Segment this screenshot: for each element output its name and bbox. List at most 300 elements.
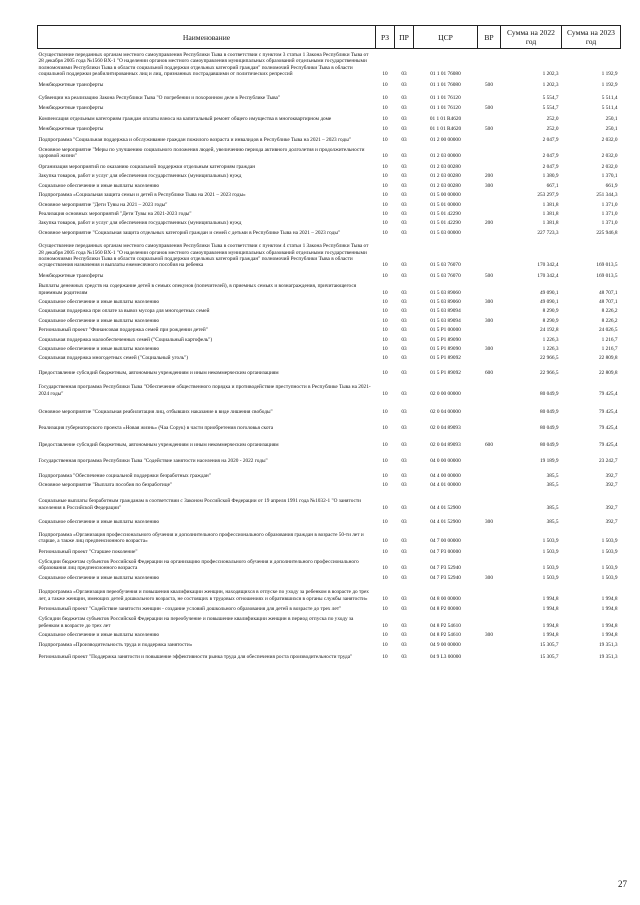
table-row bbox=[38, 639, 621, 648]
cell-s2023: 22 809,8 bbox=[598, 355, 618, 362]
table-row bbox=[38, 432, 621, 448]
cell-s2023: 250,1 bbox=[605, 126, 618, 133]
cell-rz: 10 bbox=[382, 220, 388, 227]
cell-s2022: 385,5 bbox=[546, 472, 559, 479]
cell-vr: 500 bbox=[485, 272, 493, 279]
cell-csr: 01 1 01 76120 bbox=[430, 105, 461, 112]
cell-vr bbox=[478, 189, 501, 198]
cell-pr: 03 bbox=[401, 115, 407, 122]
cell-csr: 01 5 P1 89092 bbox=[430, 369, 461, 376]
cell-vr bbox=[478, 479, 501, 488]
cell-name: Социальное обеспечение и иные выплаты населению bbox=[38, 574, 160, 581]
cell-rz: 10 bbox=[382, 641, 388, 648]
cell-pr: 03 bbox=[401, 182, 407, 189]
cell-csr: 04 4 01 52900 bbox=[430, 519, 461, 526]
table-row bbox=[38, 572, 621, 581]
cell-s2022: 253 297,9 bbox=[537, 192, 559, 199]
table-row bbox=[38, 78, 621, 88]
cell-rz: 10 bbox=[382, 71, 388, 78]
cell-s2022: 24 192,8 bbox=[539, 327, 559, 334]
cell-s2022: 5 554,7 bbox=[542, 95, 559, 102]
cell-name: Подпрограмма «Социальная защита семьи и детей в Республике Тыва на 2021 – 2023 годы» bbox=[38, 192, 246, 199]
cell-pr: 03 bbox=[401, 472, 407, 479]
cell-pr: 03 bbox=[401, 105, 407, 112]
cell-rz: 10 bbox=[382, 229, 388, 236]
cell-csr: 01 1 01 R4620 bbox=[429, 126, 462, 133]
cell-vr bbox=[478, 612, 501, 629]
cell-s2022: 1 226,3 bbox=[542, 336, 559, 343]
cell-s2022: 8 290,9 bbox=[542, 317, 559, 324]
cell-name: Государственная программа Республики Тыва "Содействие занятости населения на 2020 - 2022 годы" bbox=[38, 458, 268, 465]
table-row bbox=[38, 602, 621, 612]
table-row bbox=[38, 648, 621, 660]
cell-vr bbox=[478, 49, 501, 78]
table-row bbox=[38, 269, 621, 279]
cell-csr: 04 8 00 00000 bbox=[430, 595, 461, 602]
cell-csr: 01 1 01 76080 bbox=[430, 71, 461, 78]
cell-name: Социальная поддержка при оплате за вывоз мусора для многодетных семей bbox=[38, 308, 210, 315]
cell-s2022: 1 994,8 bbox=[542, 632, 559, 639]
cell-name: Социальные выплаты безработным гражданам в соответствии с Законом Российской Федерации от 19 апреля 1991 года №1032-1 "О занятости населения в Российской Федерации" bbox=[38, 498, 362, 511]
cell-rz: 10 bbox=[382, 565, 388, 572]
cell-csr: 01 1 01 76120 bbox=[430, 95, 461, 102]
cell-rz: 10 bbox=[382, 327, 388, 334]
table-row bbox=[38, 199, 621, 208]
cell-rz: 10 bbox=[382, 153, 388, 160]
cell-s2023: 392,7 bbox=[605, 482, 618, 489]
cell-pr: 03 bbox=[401, 458, 407, 465]
cell-vr bbox=[478, 208, 501, 217]
cell-vr bbox=[478, 199, 501, 208]
cell-s2022: 49 090,1 bbox=[539, 289, 559, 296]
cell-name: Социальная поддержка многодетных семей ("Социальный уголь") bbox=[38, 355, 189, 362]
cell-rz: 10 bbox=[382, 136, 388, 143]
table-row bbox=[38, 376, 621, 397]
cell-s2023: 8 226,2 bbox=[601, 317, 618, 324]
cell-name: Социальная поддержка малообеспеченных семей ("Социальный картофель") bbox=[38, 336, 213, 343]
cell-vr bbox=[478, 88, 501, 101]
budget-document bbox=[37, 25, 620, 660]
cell-s2022: 385,5 bbox=[546, 482, 559, 489]
table-row bbox=[38, 217, 621, 226]
table-row bbox=[38, 488, 621, 511]
table-row bbox=[38, 170, 621, 179]
cell-s2023: 1 371,0 bbox=[601, 210, 618, 217]
cell-rz: 10 bbox=[382, 105, 388, 112]
cell-name: Межбюджетные трансферты bbox=[38, 81, 104, 88]
table-row bbox=[38, 545, 621, 555]
cell-s2023: 79 425,4 bbox=[598, 409, 618, 416]
cell-rz: 10 bbox=[382, 409, 388, 416]
cell-csr: 01 2 03 00280 bbox=[430, 163, 461, 170]
cell-vr bbox=[478, 488, 501, 511]
cell-pr: 03 bbox=[401, 298, 407, 305]
cell-rz: 10 bbox=[382, 595, 388, 602]
table-row bbox=[38, 208, 621, 217]
cell-pr: 03 bbox=[401, 441, 407, 448]
cell-pr: 03 bbox=[401, 327, 407, 334]
cell-vr bbox=[478, 465, 501, 479]
table-row bbox=[38, 88, 621, 101]
cell-rz: 10 bbox=[382, 336, 388, 343]
table-row bbox=[38, 352, 621, 361]
cell-vr: 300 bbox=[485, 346, 493, 352]
cell-s2022: 1 503,9 bbox=[542, 538, 559, 545]
header-rz: РЗ bbox=[376, 26, 395, 49]
table-row bbox=[38, 305, 621, 314]
cell-pr: 03 bbox=[401, 595, 407, 602]
cell-name: Реализация губернаторского проекта «Новая жизнь» (Чаа Сорук) в части приобретения поголовья скота bbox=[38, 425, 274, 432]
cell-csr: 01 1 01 R4620 bbox=[429, 115, 462, 122]
cell-name: Социальное обеспечение и иные выплаты населению bbox=[38, 317, 160, 324]
cell-name: Субсидии бюджетам субъектов Российской Федерации на переобучение и повышение квалификации женщин в период отпуска по уходу за ребенком в возрасте до трех лет bbox=[38, 616, 354, 629]
cell-pr: 03 bbox=[401, 289, 407, 296]
cell-pr: 03 bbox=[401, 308, 407, 315]
cell-name: Субсидии бюджетам субъектов Российской Федерации на организацию профессионального обучения и дополнительного профессионального образования лиц предпенсионного возраста bbox=[38, 558, 359, 572]
cell-pr: 03 bbox=[401, 173, 407, 180]
cell-s2023: 1 371,0 bbox=[601, 201, 618, 208]
cell-vr: 300 bbox=[485, 574, 493, 581]
cell-s2022: 1 994,8 bbox=[542, 605, 559, 612]
table-header-row bbox=[38, 26, 621, 49]
cell-s2023: 23 242,7 bbox=[598, 458, 618, 465]
cell-s2022: 385,5 bbox=[546, 504, 559, 511]
cell-csr: 02 0 04 89093 bbox=[430, 425, 461, 432]
cell-csr: 04 8 P2 54610 bbox=[430, 622, 461, 629]
cell-s2023: 251 344,3 bbox=[596, 192, 618, 199]
cell-vr bbox=[478, 305, 501, 314]
cell-name: Социальное обеспечение и иные выплаты населению bbox=[38, 182, 160, 189]
table-row bbox=[38, 555, 621, 572]
cell-s2022: 1 503,9 bbox=[542, 548, 559, 555]
cell-vr bbox=[478, 648, 501, 660]
cell-vr: 300 bbox=[485, 182, 493, 189]
table-row bbox=[38, 465, 621, 479]
cell-s2022: 1 503,9 bbox=[542, 574, 559, 581]
cell-s2022: 1 994,8 bbox=[542, 622, 559, 629]
header-sum-2023: Сумма на 2023 год bbox=[562, 26, 621, 49]
cell-csr: 01 5 03 89060 bbox=[430, 289, 461, 296]
cell-s2022: 1 226,3 bbox=[542, 346, 559, 352]
cell-rz: 10 bbox=[382, 482, 388, 489]
table-row bbox=[38, 448, 621, 464]
cell-pr: 03 bbox=[401, 538, 407, 545]
cell-csr: 01 5 01 42290 bbox=[430, 210, 461, 217]
cell-rz: 10 bbox=[382, 355, 388, 362]
cell-pr: 03 bbox=[401, 336, 407, 343]
header-vr: ВР bbox=[478, 26, 501, 49]
cell-csr: 04 0 00 00000 bbox=[430, 458, 461, 465]
cell-s2022: 2 047,9 bbox=[542, 153, 559, 160]
cell-name: Выплаты денежных средств на содержание детей в семьях опекунов (попечителей), в приемных семьях и вознаграждения, причитающегося приемным родителям bbox=[38, 283, 357, 296]
cell-vr bbox=[478, 352, 501, 361]
cell-s2022: 22 966,5 bbox=[539, 369, 559, 376]
cell-rz: 10 bbox=[382, 210, 388, 217]
cell-vr: 300 bbox=[485, 317, 493, 324]
cell-name: Закупка товаров, работ и услуг для обеспечения государственных (муниципальных) нужд bbox=[38, 220, 242, 227]
cell-s2023: 1 503,9 bbox=[601, 538, 618, 545]
cell-s2023: 661,9 bbox=[605, 182, 618, 189]
cell-s2022: 15 305,7 bbox=[539, 641, 559, 648]
cell-name: Социальное обеспечение и иные выплаты населению bbox=[38, 346, 160, 352]
cell-s2023: 2 032,0 bbox=[601, 163, 618, 170]
cell-vr: 500 bbox=[485, 105, 493, 112]
cell-rz: 10 bbox=[382, 317, 388, 324]
cell-s2022: 252,0 bbox=[546, 115, 559, 122]
cell-rz: 10 bbox=[382, 81, 388, 88]
cell-csr: 01 5 01 00000 bbox=[430, 201, 461, 208]
cell-s2022: 170 342,4 bbox=[537, 262, 559, 269]
cell-pr: 03 bbox=[401, 519, 407, 526]
cell-pr: 03 bbox=[401, 425, 407, 432]
cell-csr: 04 7 00 00000 bbox=[430, 538, 461, 545]
table-row bbox=[38, 101, 621, 111]
cell-rz: 10 bbox=[382, 173, 388, 180]
cell-rz: 10 bbox=[382, 95, 388, 102]
cell-csr: 04 4 01 52900 bbox=[430, 504, 461, 511]
cell-s2023: 392,7 bbox=[605, 472, 618, 479]
cell-csr: 01 5 03 76070 bbox=[430, 262, 461, 269]
cell-rz: 10 bbox=[382, 653, 388, 660]
cell-s2023: 5 511,4 bbox=[601, 105, 618, 112]
cell-rz: 10 bbox=[382, 504, 388, 511]
cell-s2023: 79 425,4 bbox=[598, 390, 618, 397]
cell-s2022: 80 049,9 bbox=[539, 425, 559, 432]
cell-name: Социальное обеспечение и иные выплаты населению bbox=[38, 519, 160, 526]
cell-rz: 10 bbox=[382, 425, 388, 432]
cell-s2023: 2 032,0 bbox=[601, 153, 618, 160]
cell-s2022: 1 381,8 bbox=[542, 220, 559, 227]
cell-s2022: 1 380,9 bbox=[542, 173, 559, 180]
cell-pr: 03 bbox=[401, 136, 407, 143]
cell-s2022: 80 049,9 bbox=[539, 441, 559, 448]
table-row bbox=[38, 511, 621, 525]
cell-s2023: 1 994,8 bbox=[601, 632, 618, 639]
cell-name: Реализация основных мероприятий "Дети Тувы на 2021-2023 годы" bbox=[38, 210, 192, 217]
cell-pr: 03 bbox=[401, 369, 407, 376]
cell-s2023: 79 425,4 bbox=[598, 441, 618, 448]
cell-s2023: 1 371,0 bbox=[601, 220, 618, 227]
cell-rz: 10 bbox=[382, 298, 388, 305]
cell-vr: 300 bbox=[485, 632, 493, 639]
cell-vr bbox=[478, 545, 501, 555]
cell-pr: 03 bbox=[401, 632, 407, 639]
cell-name: Предоставление субсидий бюджетным, автономным учреждениям и иным некоммерческим организациям bbox=[38, 369, 279, 376]
cell-vr: 300 bbox=[485, 519, 493, 526]
cell-vr bbox=[478, 133, 501, 143]
cell-pr: 03 bbox=[401, 201, 407, 208]
cell-vr bbox=[478, 376, 501, 397]
cell-name: Основное мероприятие "Меры по улучшению социального положения людей, увеличению периода активного долголетия и продолжительности здоровой жизни" bbox=[38, 147, 365, 160]
cell-s2023: 22 809,8 bbox=[598, 369, 618, 376]
cell-csr: 02 0 04 89093 bbox=[430, 441, 461, 448]
cell-csr: 01 2 03 00280 bbox=[430, 182, 461, 189]
table-row bbox=[38, 296, 621, 305]
cell-rz: 10 bbox=[382, 163, 388, 170]
cell-vr bbox=[478, 279, 501, 296]
cell-name: Региональный проект "Финансовая поддержка семей при рождении детей" bbox=[38, 327, 208, 334]
cell-vr: 600 bbox=[485, 441, 493, 448]
table-row bbox=[38, 236, 621, 269]
cell-csr: 01 5 P1 00000 bbox=[430, 327, 461, 334]
cell-csr: 01 5 P1 89090 bbox=[430, 346, 461, 352]
cell-name: Подпрограмма «Организация переобучения и повышения квалификации женщин, находящихся в отпуске по уходу за ребенком в возрасте до трех лет, а также женщин, имеющих детей дошкольного возраста, не состоящих в трудовых отношениях и обратившихся в органы службы занятости» bbox=[38, 589, 369, 602]
cell-vr: 500 bbox=[485, 126, 493, 133]
cell-vr bbox=[478, 324, 501, 333]
cell-s2023: 1 192,9 bbox=[601, 71, 618, 78]
cell-rz: 10 bbox=[382, 182, 388, 189]
table-row bbox=[38, 334, 621, 343]
cell-pr: 03 bbox=[401, 390, 407, 397]
cell-csr: 02 0 00 00000 bbox=[430, 390, 461, 397]
table-row bbox=[38, 133, 621, 143]
cell-rz: 10 bbox=[382, 289, 388, 296]
cell-s2022: 1 994,8 bbox=[542, 595, 559, 602]
table-row bbox=[38, 227, 621, 236]
cell-pr: 03 bbox=[401, 81, 407, 88]
cell-rz: 10 bbox=[382, 346, 388, 352]
cell-vr: 600 bbox=[485, 369, 493, 376]
cell-csr: 01 5 P1 89092 bbox=[430, 355, 461, 362]
table-row bbox=[38, 49, 621, 78]
cell-name: Социальное обеспечение и иные выплаты населению bbox=[38, 298, 160, 305]
cell-name: Региональный проект "Поддержка занятости и повышение эффективности рынка труда для обеспечения роста производительности труда" bbox=[38, 653, 353, 660]
cell-s2023: 48 707,1 bbox=[598, 289, 618, 296]
cell-rz: 10 bbox=[382, 201, 388, 208]
cell-csr: 04 7 P3 00000 bbox=[430, 548, 461, 555]
cell-s2023: 1 216,7 bbox=[601, 346, 618, 352]
cell-rz: 10 bbox=[382, 605, 388, 612]
cell-s2022: 2 047,9 bbox=[542, 163, 559, 170]
table-row bbox=[38, 112, 621, 122]
cell-s2023: 225 946,8 bbox=[596, 229, 618, 236]
cell-s2023: 1 994,8 bbox=[601, 622, 618, 629]
cell-rz: 10 bbox=[382, 472, 388, 479]
cell-s2022: 22 966,5 bbox=[539, 355, 559, 362]
cell-pr: 03 bbox=[401, 565, 407, 572]
table-body bbox=[38, 49, 621, 661]
cell-name: Государственная программа Республики Тыва "Обеспечение общественного порядка и противодействие преступности в Республике Тыва на 2021-2024 годы" bbox=[38, 384, 371, 397]
cell-s2022: 15 305,7 bbox=[539, 653, 559, 660]
cell-s2023: 19 351,3 bbox=[598, 653, 618, 660]
cell-csr: 01 5 03 00000 bbox=[430, 229, 461, 236]
cell-pr: 03 bbox=[401, 653, 407, 660]
cell-rz: 10 bbox=[382, 458, 388, 465]
cell-s2023: 1 503,9 bbox=[601, 574, 618, 581]
cell-rz: 10 bbox=[382, 632, 388, 639]
table-row bbox=[38, 160, 621, 170]
cell-s2022: 5 554,7 bbox=[542, 105, 559, 112]
cell-csr: 04 7 P3 52940 bbox=[430, 565, 461, 572]
cell-pr: 03 bbox=[401, 605, 407, 612]
cell-s2023: 48 707,1 bbox=[598, 298, 618, 305]
cell-pr: 03 bbox=[401, 548, 407, 555]
cell-s2023: 250,1 bbox=[605, 115, 618, 122]
cell-pr: 03 bbox=[401, 574, 407, 581]
cell-s2022: 1 503,9 bbox=[542, 565, 559, 572]
cell-s2023: 1 503,9 bbox=[601, 548, 618, 555]
cell-name: Основное мероприятие "Дети Тувы на 2021 – 2023 годы" bbox=[38, 201, 168, 208]
cell-vr bbox=[478, 397, 501, 415]
cell-s2023: 1 994,8 bbox=[601, 595, 618, 602]
cell-name: Осуществление переданных органам местного самоуправления Республики Тыва в соответствии с пунктом 4 статьи 1 Закона Республики Тыва от 28 декабря 2005 года №1560 ВХ-1 "О наделении органов местного самоуправления муниципальных образований отдельными государственными полномочиями Республики Тыва в области социальной поддержки отдельных категорий граждан" полномочий Республики Тыва в области осуществления назначения и выплаты ежемесячного пособия на ребенка bbox=[38, 243, 369, 269]
table-row bbox=[38, 189, 621, 198]
cell-name: Основное мероприятие "Социальная реабилитация лиц, отбывших наказание в виде лишения свободы" bbox=[38, 409, 273, 416]
cell-name: Подпрограмма "Обеспечение социальной поддержки безработных граждан" bbox=[38, 472, 211, 479]
cell-csr: 04 9 L3 00000 bbox=[429, 653, 462, 660]
table-row bbox=[38, 479, 621, 488]
cell-s2022: 80 049,9 bbox=[539, 390, 559, 397]
cell-s2022: 19 189,9 bbox=[539, 458, 559, 465]
cell-csr: 04 7 P3 52940 bbox=[430, 574, 461, 581]
cell-s2023: 5 511,4 bbox=[601, 95, 618, 102]
page-number: 27 bbox=[618, 879, 627, 889]
cell-pr: 03 bbox=[401, 641, 407, 648]
cell-vr bbox=[478, 639, 501, 648]
table-row bbox=[38, 629, 621, 638]
cell-pr: 03 bbox=[401, 210, 407, 217]
table-row bbox=[38, 612, 621, 629]
cell-pr: 03 bbox=[401, 482, 407, 489]
table-row bbox=[38, 324, 621, 333]
cell-vr bbox=[478, 334, 501, 343]
cell-s2023: 2 032,0 bbox=[601, 136, 618, 143]
budget-table bbox=[37, 25, 621, 660]
cell-vr bbox=[478, 448, 501, 464]
cell-csr: 01 5 03 89060 bbox=[430, 298, 461, 305]
cell-name: Субвенции на реализацию Закона Республики Тыва "О погребении и похоронном деле в Республике Тыва" bbox=[38, 95, 281, 102]
cell-s2023: 169 013,5 bbox=[596, 262, 618, 269]
cell-csr: 01 2 00 00000 bbox=[430, 136, 461, 143]
cell-pr: 03 bbox=[401, 622, 407, 629]
table-row bbox=[38, 526, 621, 545]
cell-name: Межбюджетные трансферты bbox=[38, 272, 104, 279]
cell-s2022: 49 090,1 bbox=[539, 298, 559, 305]
cell-csr: 01 5 03 89094 bbox=[430, 317, 461, 324]
cell-s2023: 392,7 bbox=[605, 504, 618, 511]
cell-rz: 10 bbox=[382, 548, 388, 555]
cell-name: Подпрограмма "Социальная поддержка и обслуживание граждан пожилого возраста и инвалидов в Республике Тыва на 2021 – 2023 годы" bbox=[38, 136, 351, 143]
cell-pr: 03 bbox=[401, 95, 407, 102]
cell-name: Осуществление переданных органам местного самоуправления Республики Тыва в соответствии с пунктом 3 статьи 1 Закона Республики Тыва от 28 декабря 2005 года №1560 ВХ-1 "О наделении органов местного самоуправления муниципальных образований отдельными государственными полномочиями Республики Тыва в области социальной поддержки отдельных категорий граждан" полномочий Республики Тыва в области социальной поддержки реабилитированных лиц и лиц, признанных пострадавшими от политических репрессий bbox=[38, 52, 369, 78]
cell-csr: 04 9 00 00000 bbox=[430, 641, 461, 648]
header-csr: ЦСР bbox=[414, 26, 478, 49]
cell-vr bbox=[478, 555, 501, 572]
cell-vr bbox=[478, 236, 501, 269]
table-row bbox=[38, 343, 621, 352]
cell-csr: 01 5 01 42290 bbox=[430, 220, 461, 227]
cell-s2023: 169 013,5 bbox=[596, 272, 618, 279]
cell-rz: 10 bbox=[382, 308, 388, 315]
cell-rz: 10 bbox=[382, 622, 388, 629]
cell-vr bbox=[478, 581, 501, 602]
cell-pr: 03 bbox=[401, 262, 407, 269]
cell-name: Компенсация отдельным категориям граждан оплаты взноса на капитальный ремонт общего имущества в многоквартирном доме bbox=[38, 115, 332, 122]
cell-name: Подпрограмма «Производительность труда и поддержка занятости» bbox=[38, 641, 193, 648]
cell-csr: 02 0 04 00000 bbox=[430, 409, 461, 416]
cell-s2022: 1 202,3 bbox=[542, 71, 559, 78]
cell-vr bbox=[478, 526, 501, 545]
table-row bbox=[38, 397, 621, 415]
cell-csr: 04 8 P2 54610 bbox=[430, 632, 461, 639]
cell-vr: 500 bbox=[485, 81, 493, 88]
cell-s2022: 170 342,4 bbox=[537, 272, 559, 279]
cell-name: Региональный проект "Старшее поколение" bbox=[38, 548, 138, 555]
table-row bbox=[38, 581, 621, 602]
cell-name: Межбюджетные трансферты bbox=[38, 105, 104, 112]
cell-pr: 03 bbox=[401, 126, 407, 133]
cell-vr bbox=[478, 112, 501, 122]
